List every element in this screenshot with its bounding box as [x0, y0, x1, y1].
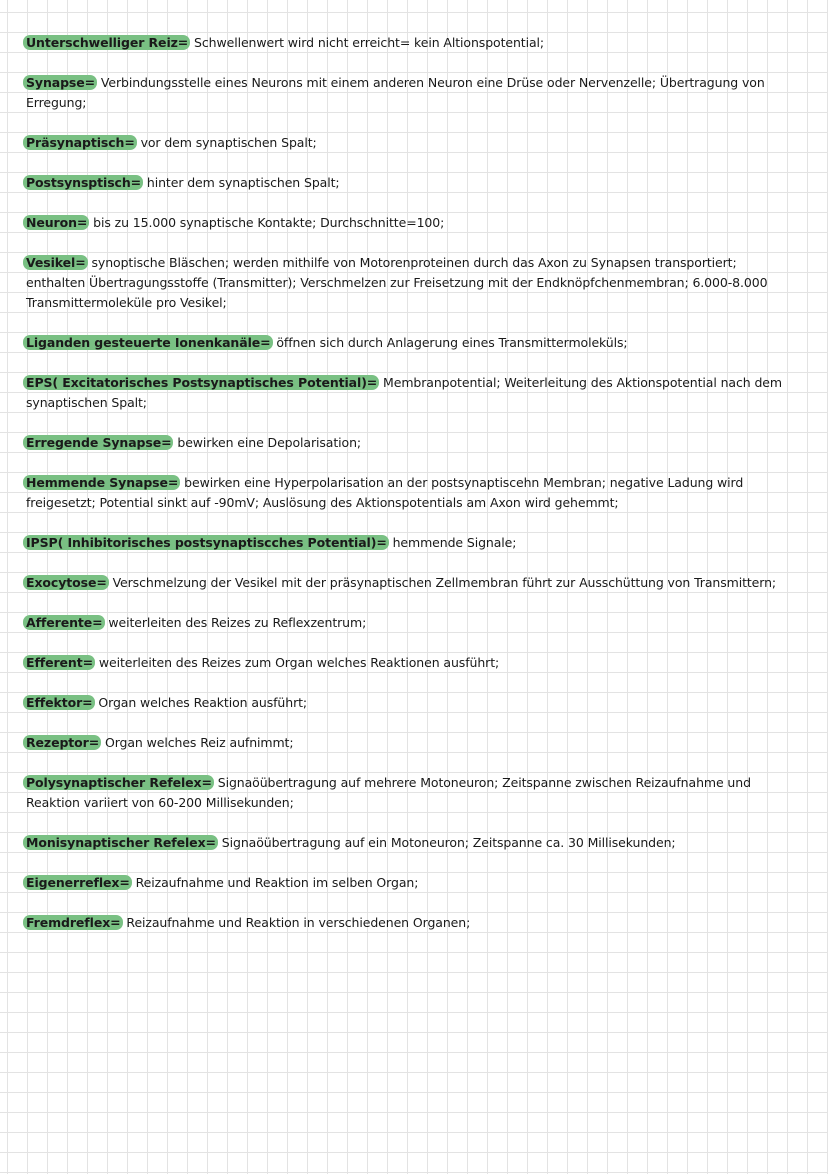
- term-highlight: Hemmende Synapse=: [23, 475, 180, 490]
- term-highlight: Erregende Synapse=: [23, 435, 173, 450]
- definition-text: hinter dem synaptischen Spalt;: [143, 175, 340, 190]
- entry-eigenreflex: [26, 873, 786, 893]
- entry-vesikel: [26, 253, 786, 313]
- entry-neuron: [26, 213, 786, 233]
- notes-sheet: [26, 33, 786, 953]
- entry-postsynaptisch: [26, 173, 786, 193]
- term-highlight: Unterschwelliger Reiz=: [23, 35, 190, 50]
- definition-text: synoptische Bläschen; werden mithilfe von Motorenproteinen durch das Axon zu Synapsen transportiert; enthalten Übertragungsstoffe (Transmitter); Verschmelzen zur Freisetzung mit der Endknöpfchenmembran; 6.000-8.000 Transmittermoleküle pro Vesikel;: [26, 255, 768, 310]
- entry-exocytose: [26, 573, 786, 593]
- definition-text: weiterleiten des Reizes zu Reflexzentrum;: [104, 615, 367, 630]
- term-highlight: Polysynaptischer Refelex=: [23, 775, 214, 790]
- term-highlight: Efferent=: [23, 655, 95, 670]
- term-highlight: Synapse=: [23, 75, 97, 90]
- definition-text: Verbindungsstelle eines Neurons mit einem anderen Neuron eine Drüse oder Nervenzelle; Übertragung von Erregung;: [26, 75, 765, 110]
- term-highlight: Afferente=: [23, 615, 105, 630]
- definition-text: Organ welches Reiz aufnimmt;: [101, 735, 294, 750]
- definition-text: Reizaufnahme und Reaktion im selben Organ;: [131, 875, 419, 890]
- entry-synapse: [26, 73, 786, 113]
- term-highlight: Neuron=: [23, 215, 89, 230]
- definition-text: Schwellenwert wird nicht erreicht= kein Altionspotential;: [190, 35, 545, 50]
- entry-efferent: [26, 653, 786, 673]
- term-highlight: EPS( Excitatorisches Postsynaptisches Potential)=: [23, 375, 379, 390]
- definition-text: Organ welches Reaktion ausführt;: [94, 695, 308, 710]
- definition-text: Signaöübertragung auf mehrere Motoneuron; Zeitspanne zwischen Reizaufnahme und Reaktion variiert von 60-200 Millisekunden;: [26, 775, 751, 810]
- entry-erregende-synapse: [26, 433, 786, 453]
- term-highlight: Exocytose=: [23, 575, 109, 590]
- entry-praesynaptisch: [26, 133, 786, 153]
- term-highlight: IPSP( Inhibitorisches postsynaptiscches Potential)=: [23, 535, 389, 550]
- term-highlight: Vesikel=: [23, 255, 88, 270]
- definition-text: bewirken eine Depolarisation;: [173, 435, 362, 450]
- term-highlight: Präsynaptisch=: [23, 135, 137, 150]
- definition-text: weiterleiten des Reizes zum Organ welches Reaktionen ausführt;: [94, 655, 500, 670]
- term-highlight: Rezeptor=: [23, 735, 101, 750]
- entry-hemmende-synapse: [26, 473, 786, 513]
- entry-rezeptor: [26, 733, 786, 753]
- entry-polysynaptischer-reflex: [26, 773, 786, 813]
- entry-afferente: [26, 613, 786, 633]
- definition-text: bewirken eine Hyperpolarisation an der postsynaptiscehn Membran; negative Ladung wird freigesetzt; Potential sinkt auf -90mV; Auslösung des Aktionspotentials am Axon wird gehemmt;: [26, 475, 744, 510]
- entry-ipsp: [26, 533, 786, 553]
- entry-eps: [26, 373, 786, 413]
- definition-text: Signaöübertragung auf ein Motoneuron; Zeitspanne ca. 30 Millisekunden;: [217, 835, 676, 850]
- term-highlight: Effektor=: [23, 695, 95, 710]
- term-highlight: Eigenerreflex=: [23, 875, 132, 890]
- term-highlight: Fremdreflex=: [23, 915, 123, 930]
- definition-text: öffnen sich durch Anlagerung eines Transmittermoleküls;: [272, 335, 628, 350]
- term-highlight: Liganden gesteuerte Ionenkanäle=: [23, 335, 273, 350]
- entry-unterschwelliger-reiz: [26, 33, 786, 53]
- entry-liganden-ionenkanaele: [26, 333, 786, 353]
- definition-text: Reizaufnahme und Reaktion in verschiedenen Organen;: [122, 915, 471, 930]
- definition-text: bis zu 15.000 synaptische Kontakte; Durchschnitte=100;: [89, 215, 445, 230]
- definition-text: Membranpotential; Weiterleitung des Aktionspotential nach dem synaptischen Spalt;: [26, 375, 782, 410]
- definition-text: hemmende Signale;: [388, 535, 517, 550]
- term-highlight: Postsynsptisch=: [23, 175, 143, 190]
- entry-fremdreflex: [26, 913, 786, 933]
- entry-monosynaptischer-reflex: [26, 833, 786, 853]
- definition-text: Verschmelzung der Vesikel mit der präsynaptischen Zellmembran führt zur Ausschüttung von Transmittern;: [108, 575, 777, 590]
- entry-effektor: [26, 693, 786, 713]
- definition-text: vor dem synaptischen Spalt;: [136, 135, 317, 150]
- term-highlight: Monisynaptischer Refelex=: [23, 835, 218, 850]
